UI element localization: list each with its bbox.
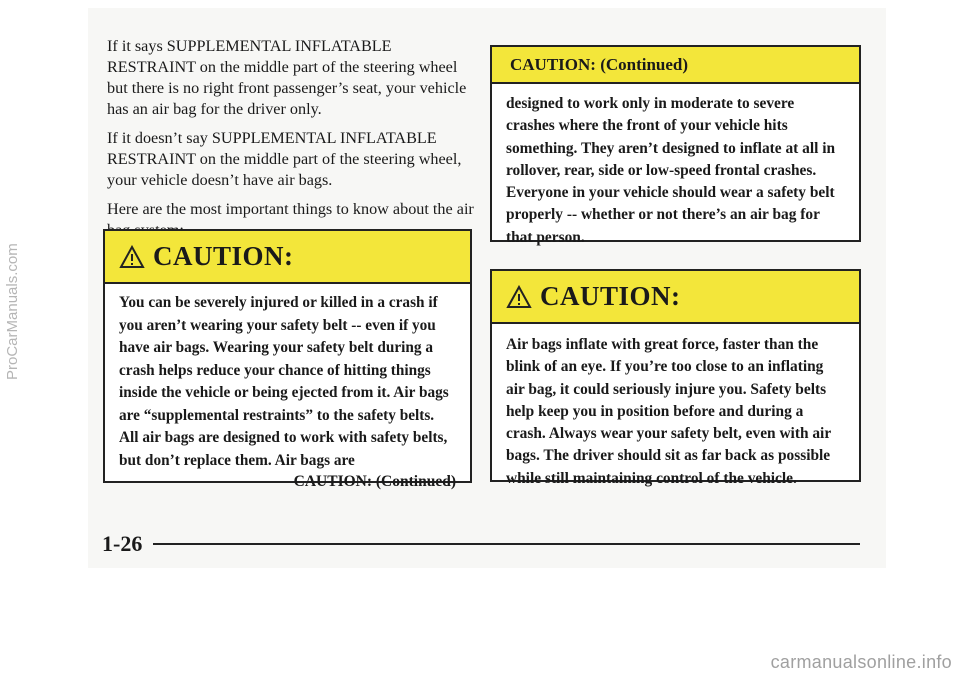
page-number: 1-26 <box>102 531 143 556</box>
paragraph-driver-only: If it says SUPPLEMENTAL INFLATABLE RESTRAINT on the middle part of the steering wheel but there is no right front passenger’s seat, your vehicle has an air bag for the driver only. <box>107 37 467 118</box>
caution-continued-label: CAUTION: (Continued) <box>293 473 456 490</box>
intro-text <box>107 36 479 249</box>
caution-body: You can be severely injured or killed in a crash if you aren’t wearing your safety belt -- even if you have air bags. Wearing your safety belt during a crash helps reduce your chance of hitting things inside the vehicle or being ejected from it. Air bags are “supplemental restraints” to the safety belts. All air bags are designed to work with safety belts, but don’t replace them. Air bags are <box>119 294 449 469</box>
caution-body: Air bags inflate with great force, faster than the blink of an eye. If you’re too close to an inflating air bag, it could seriously injure you. Safety belts help keep you in position before and during a crash. Always wear your safety belt, even with air bags. The driver should sit as far back as possible while still maintaining control of the vehicle. <box>506 336 831 487</box>
paragraph-no-airbags: If it doesn’t say SUPPLEMENTAL INFLATABLE RESTRAINT on the middle part of the steering wheel, your vehicle doesn’t have air bags. <box>107 129 462 189</box>
caution-title: CAUTION: <box>153 241 294 271</box>
caution-box-continued <box>490 45 861 246</box>
caution-continued-title: CAUTION: (Continued) <box>510 54 689 74</box>
caution-body: designed to work only in moderate to severe crashes where the front of your vehicle hits something. They aren’t designed to inflate at all in rollover, rear, side or low-speed frontal crashes. Everyone in your vehicle should wear a safety belt properly -- whether or not there’s an air bag for that person. <box>506 95 836 246</box>
caution-header <box>492 47 859 84</box>
footer-rule <box>153 543 860 545</box>
caution-title: CAUTION: <box>540 281 681 311</box>
caution-header <box>492 271 859 324</box>
watermark-bottom: carmanualsonline.info <box>770 652 952 672</box>
watermark-vertical: ProCarManuals.com <box>4 243 21 380</box>
caution-header <box>105 231 470 284</box>
warning-triangle-icon <box>506 285 532 309</box>
caution-box-right <box>490 269 861 487</box>
warning-triangle-icon <box>119 245 145 269</box>
caution-box-left <box>103 229 472 490</box>
paragraph-important-things: Here are the most important things to know about the air <box>107 200 474 218</box>
